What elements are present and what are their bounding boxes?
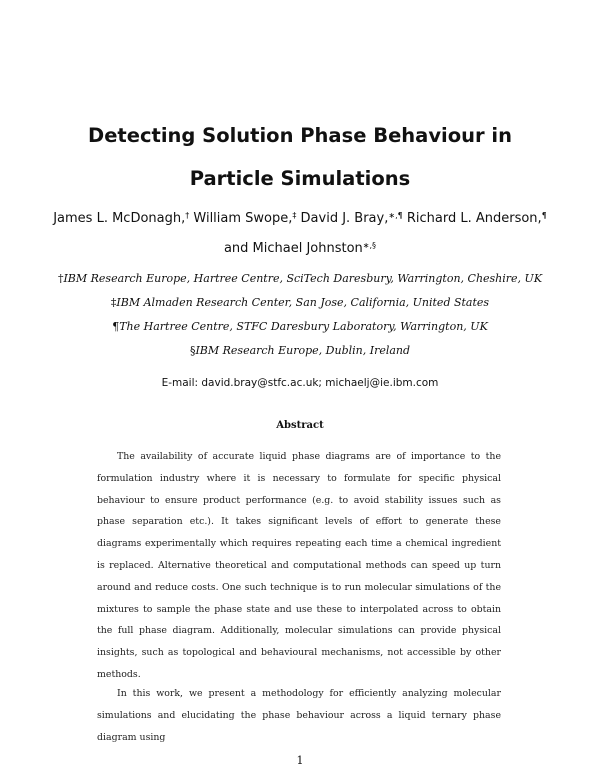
author-affiliation-mark: ∗,¶ bbox=[388, 211, 403, 220]
author-affiliation-mark: ¶ bbox=[541, 211, 547, 220]
affiliation-mark: § bbox=[189, 344, 196, 357]
page-number: 1 bbox=[296, 754, 304, 767]
affiliation-line bbox=[40, 320, 560, 333]
author-affiliation-mark: ∗,§ bbox=[362, 241, 377, 250]
author-name: William Swope, bbox=[193, 211, 293, 226]
paper-title: Detecting Solution Phase Behaviour in Particle Simulations bbox=[88, 124, 512, 190]
author-name: and Michael Johnston bbox=[223, 241, 363, 256]
contact-email: E-mail: david.bray@stfc.ac.uk; michaelj@ie.ibm.com bbox=[161, 377, 439, 389]
affiliation-line bbox=[40, 296, 560, 309]
abstract-heading: Abstract bbox=[276, 420, 324, 431]
abstract-paragraph: In this work, we present a methodology for efficiently analyzing molecular simulations and elucidating the phase behaviour across a liquid ternary phase diagram using bbox=[97, 688, 501, 743]
affiliation-line bbox=[40, 272, 560, 285]
author-list bbox=[40, 204, 560, 264]
author-name: David J. Bray, bbox=[300, 211, 389, 226]
author-name: Richard L. Anderson, bbox=[406, 211, 542, 226]
author-affiliation-mark: ‡ bbox=[292, 211, 297, 220]
affiliation-mark: ‡ bbox=[110, 296, 117, 309]
author-name: James L. McDonagh, bbox=[53, 211, 186, 226]
affiliation-mark: ¶ bbox=[112, 320, 120, 333]
abstract-paragraph: The availability of accurate liquid phase diagrams are of importance to the formulation industry where it is necessary to formulate for specific physical behaviour to ensure product performance (e.g. to avoid stability issues such as phase separation etc.). It takes significant levels of effort to generate these diagrams experimentally which requires repeating each time a chemical ingredient is replaced. Alternative theoretical and computational methods can speed up turn around and reduce costs. One such technique is to run molecular simulations of the mixtures to sample the phase state and use these to interpolated across to obtain the full phase diagram. Additionally, molecular simulations can provide physical insights, such as topological and behavioural mechanisms, not accessible by other methods. bbox=[97, 451, 501, 680]
affiliation-text: IBM Almaden Research Center, San Jose, California, United States bbox=[116, 296, 490, 309]
affiliation-line bbox=[40, 344, 560, 357]
affiliation-mark: † bbox=[57, 272, 64, 285]
affiliation-text: The Hartree Centre, STFC Daresbury Laboratory, Warrington, UK bbox=[119, 320, 488, 333]
author-affiliation-mark: † bbox=[185, 211, 190, 220]
affiliation-text: IBM Research Europe, Hartree Centre, SciTech Daresbury, Warrington, Cheshire, UK bbox=[63, 272, 543, 285]
affiliation-text: IBM Research Europe, Dublin, Ireland bbox=[195, 344, 411, 357]
